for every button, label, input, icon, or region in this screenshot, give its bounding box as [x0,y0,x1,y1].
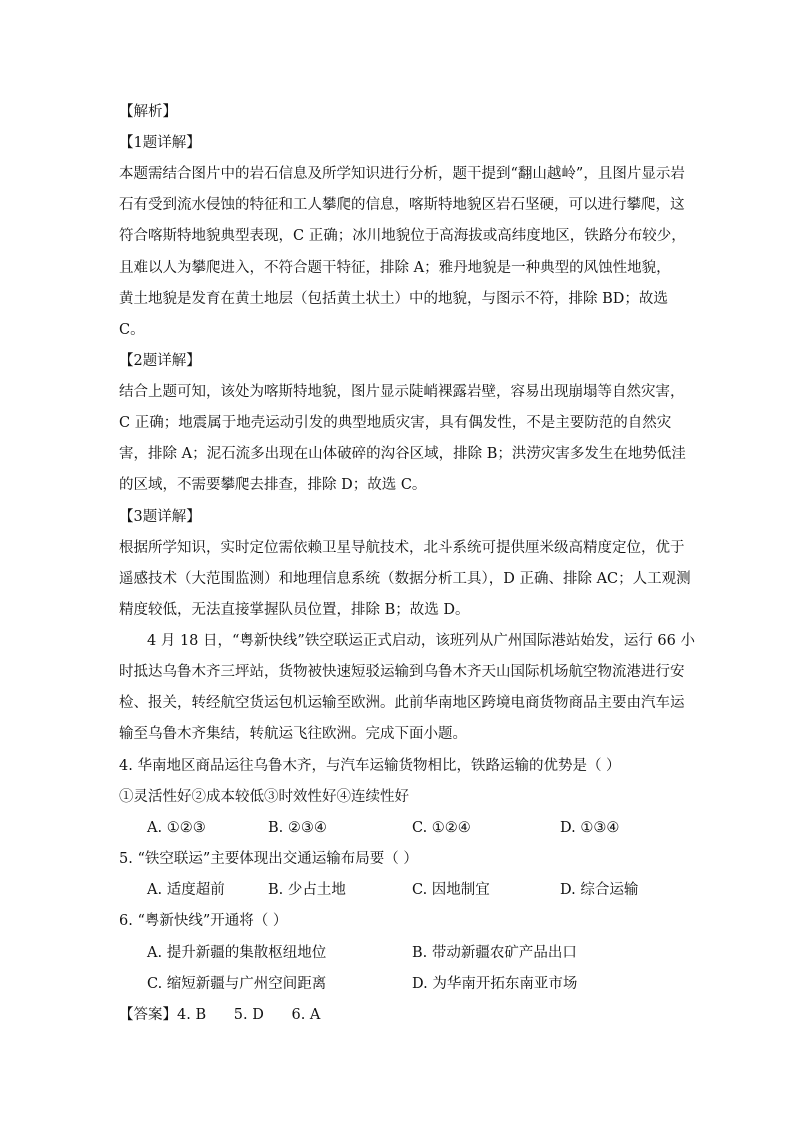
q6-option-d: D. 为华南开拓东南亚市场 [412,976,578,992]
q5-option-d: D. 综合运输 [560,882,639,898]
q5-option-c: C. 因地制宜 [412,882,490,898]
q5-option-b: B. 少占土地 [268,882,346,898]
answer-label: 【答案】 [119,1007,177,1023]
q6-stem: 6. “粤新快线”开通将（ ） [119,913,288,929]
q5-stem: 5. “铁空联运”主要体现出交通运输布局要（ ） [119,851,418,867]
passage-line-4: 输至乌鲁木齐集结，转航运飞往欧洲。完成下面小题。 [119,726,467,742]
q4-statements: ①灵活性好②成本较低③时效性好④连续性好 [119,789,409,805]
q2-line-2: C 正确；地震属于地壳运动引发的典型地质灾害，具有偶发性，不是主要防范的自然灾 [119,415,672,431]
q3-line-2: 遥感技术（大范围监测）和地理信息系统（数据分析工具），D 正确、排除 AC；人工观测 [119,571,691,587]
q4-stem: 4. 华南地区商品运往乌鲁木齐，与汽车运输货物相比，铁路运输的优势是（ ） [119,758,621,774]
q1-line-6: C。 [119,322,145,338]
passage-line-2: 时抵达乌鲁木齐三坪站，货物被快速短驳运输到乌鲁木齐天山国际机场航空物流港进行安 [119,664,685,680]
q3-heading: 【3题详解】 [119,509,201,525]
q3-line-3: 精度较低，无法直接掌握队员位置，排除 B；故选 D。 [119,602,470,618]
q4-option-b: B. ②③④ [268,820,327,836]
q5-option-a: A. 适度超前 [147,882,225,898]
analysis-heading: 【解析】 [119,104,177,120]
q2-line-3: 害，排除 A；泥石流多出现在山体破碎的沟谷区域，排除 B；洪涝灾害多发生在地势低洼 [119,446,686,462]
q1-line-1: 本题需结合图片中的岩石信息及所学知识进行分析，题干提到“翻山越岭”，且图片显示岩 [119,166,685,182]
q1-line-3: 符合喀斯特地貌典型表现，C 正确；冰川地貌位于高海拔或高纬度地区，铁路分布较少， [119,228,686,244]
answer-text: 4. B 5. D 6. A [177,1007,321,1023]
q1-line-2: 石有受到流水侵蚀的特征和工人攀爬的信息，喀斯特地貌区岩石坚硬，可以进行攀爬，这 [119,197,685,213]
q6-option-a: A. 提升新疆的集散枢纽地位 [147,945,327,961]
q2-line-1: 结合上题可知，该处为喀斯特地貌，图片显示陡峭裸露岩壁，容易出现崩塌等自然灾害， [119,384,685,400]
q1-line-5: 黄土地貌是发育在黄土地层（包括黄土状土）中的地貌，与图示不符，排除 BD；故选 [119,291,668,307]
q2-heading: 【2题详解】 [119,353,201,369]
q2-line-4: 的区域，不需要攀爬去排查，排除 D；故选 C。 [119,477,427,493]
passage-line-3: 检、报关，转经航空货运包机运输至欧洲。此前华南地区跨境电商货物商品主要由汽车运 [119,695,685,711]
q4-option-c: C. ①②④ [412,820,471,836]
q1-heading: 【1题详解】 [119,135,201,151]
q1-line-4: 且难以人为攀爬进入，不符合题干特征，排除 A；雅丹地貌是一种典型的风蚀性地貌， [119,260,671,276]
q4-option-d: D. ①③④ [560,820,620,836]
q4-option-a: A. ①②③ [147,820,206,836]
q6-option-b: B. 带动新疆农矿产品出口 [412,945,577,961]
q6-option-c: C. 缩短新疆与广州空间距离 [147,976,327,992]
answer-line [119,1005,675,1025]
passage-line-1: 4 月 18 日，“粤新快线”铁空联运正式启动，该班列从广州国际港站始发，运行 66 小 [147,633,695,649]
q3-line-1: 根据所学知识，实时定位需依赖卫星导航技术，北斗系统可提供厘米级高精度定位，优于 [119,540,685,556]
